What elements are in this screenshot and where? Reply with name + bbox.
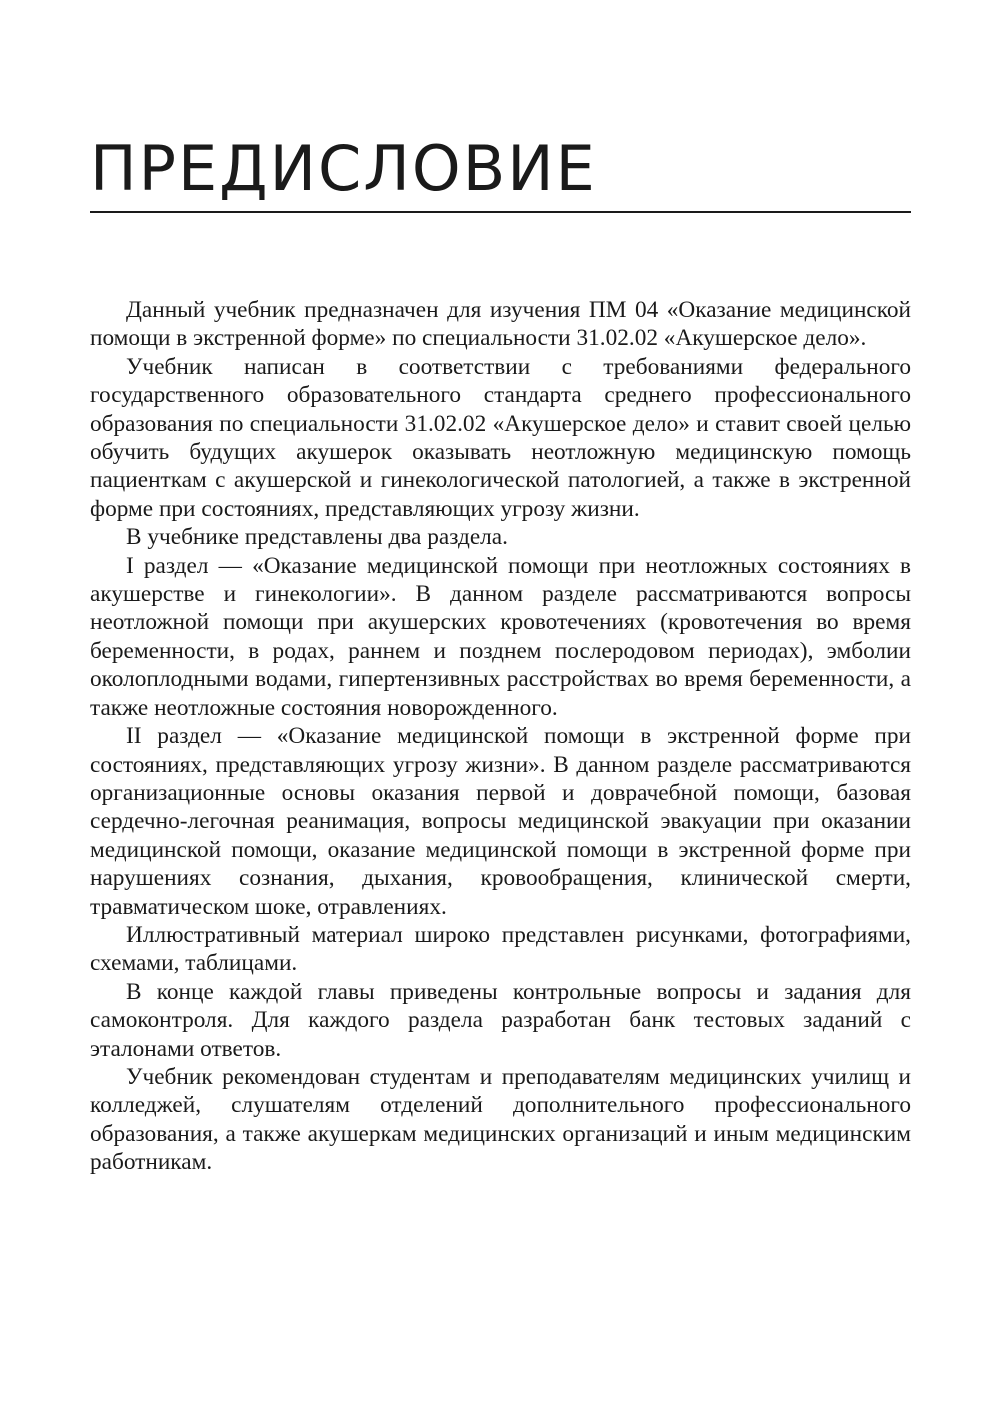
paragraph-section-two: II раздел — «Оказание медицинской помощи в экстренной форме при состояниях, представляющих угрозу жизни». В данном разделе рассматриваются организационные основы оказания первой и доврачебной помощи, базовая сердечно-легочная реанимация, вопросы медицинской эвакуации при оказании медицинской помощи, оказание медицинской помощи в экстренной форме при нарушениях сознания, дыхания, кровообращения, клинической смерти, травматическом шоке, отравлениях. xyxy=(90,723,911,920)
paragraph-standard: Учебник написан в соответствии с требованиями федерального государственного образовательного стандарта среднего профессионального образования по специальности 31.02.02 «Акушерское дело» и ставит своей целью обучить будущих акушерок оказывать неотложную медицинскую помощь пациенткам с акушерской и гинекологической патологией, а также в экстренной форме при состояниях, представляющих угрозу жизни. xyxy=(90,353,911,522)
paragraph-purpose: Данный учебник предназначен для изучения ПМ 04 «Оказание медицинской помощи в экстренной форме» по специальности 31.02.02 «Акушерское дело». xyxy=(90,297,911,352)
title-divider xyxy=(90,211,911,213)
paragraph-illustrations: Иллюстративный материал широко представлен рисунками, фотографиями, схемами, таблицами. xyxy=(90,921,911,977)
body-text xyxy=(90,296,911,1177)
paragraph-sections-intro: В учебнике представлены два раздела. xyxy=(126,524,508,551)
paragraph-section-one: I раздел — «Оказание медицинской помощи при неотложных состояниях в акушерстве и гинекологии». В данном разделе рассматриваются вопросы неотложной помощи при акушерских кровотечениях (кровотечения во время беременности, в родах, раннем и позднем послеродовом периодах), эмболии околоплодными водами, гипертензивных расстройствах во время беременности, а также неотложные состояния новорожденного. xyxy=(90,552,911,721)
page-title: ПРЕДИСЛОВИЕ xyxy=(90,132,597,205)
paragraph-audience: Учебник рекомендован студентам и преподавателям медицинских училищ и колледжей, слушателям отделений дополнительного профессионального образования, а также акушеркам медицинских организаций и иным медицинским работникам. xyxy=(90,1063,911,1176)
paragraph-self-control: В конце каждой главы приведены контрольные вопросы и задания для самоконтроля. Для каждого раздела разработан банк тестовых заданий с эталонами ответов. xyxy=(90,978,911,1062)
